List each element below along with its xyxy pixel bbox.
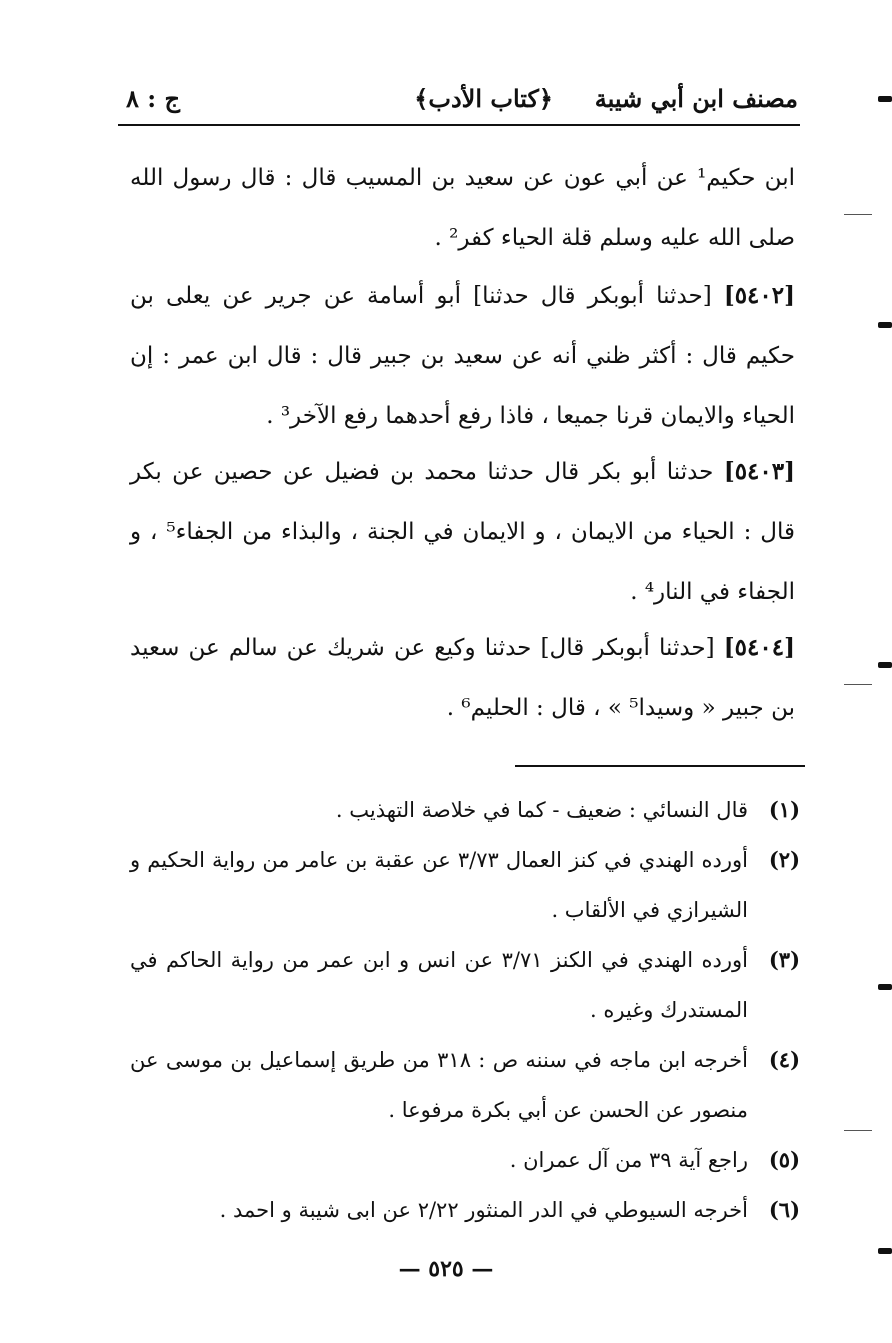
hadith-number: [٥٤٠٣] <box>723 458 796 485</box>
hadith-5402 <box>130 266 795 446</box>
footnote-4 <box>130 1035 800 1135</box>
footnote-3 <box>130 935 800 1035</box>
footnote-mark: (١) <box>768 797 800 822</box>
main-text <box>130 148 795 268</box>
hadith-5403 <box>130 442 795 622</box>
footnote-text: أخرجه ابن ماجه في سننه ص : ٣١٨ من طريق إسماعيل بن موسى عن منصور عن الحسن عن أبي بكرة مرفوعا . <box>130 1048 748 1122</box>
footnote-mark: (٢) <box>768 847 800 872</box>
footnote-text: راجع آية ٣٩ من آل عمران . <box>509 1148 748 1172</box>
scan-tick-mark <box>844 684 872 685</box>
footnote-mark: (٥) <box>768 1147 800 1172</box>
paragraph-2 <box>130 266 795 446</box>
paragraph-text: ابن حكيم¹ عن أبي عون عن سعيد بن المسيب قال : قال رسول الله صلى الله عليه وسلم قلة الحياء كفر² . <box>130 165 795 251</box>
footnote-6 <box>130 1185 800 1235</box>
hadith-5404 <box>130 618 795 738</box>
scan-edge-mark <box>878 1248 892 1254</box>
footnote-text: قال النسائي : ضعيف - كما في خلاصة التهذيب . <box>335 798 748 822</box>
scan-tick-mark <box>844 214 872 215</box>
scan-edge-mark <box>878 984 892 990</box>
paragraph-3 <box>130 442 795 622</box>
footnote-5 <box>130 1135 800 1185</box>
scan-edge-mark <box>878 662 892 668</box>
paragraph-4 <box>130 618 795 738</box>
footnote-text: أورده الهندي في كنز العمال ٣/٧٣ عن عقبة بن عامر من رواية الحكيم و الشيرازي في الألقاب . <box>130 848 748 922</box>
footnote-2 <box>130 835 800 935</box>
footnote-mark: (٣) <box>768 947 800 972</box>
footnote-divider <box>515 765 805 767</box>
running-header <box>118 80 798 124</box>
header-divider <box>118 124 800 126</box>
paragraph-1 <box>130 148 795 268</box>
scan-edge-mark <box>878 322 892 328</box>
footnote-text: أورده الهندي في الكنز ٣/٧١ عن انس و ابن عمر من رواية الحاكم في المستدرك وغيره . <box>130 948 748 1022</box>
book-title: مصنف ابن أبي شيبة <box>594 84 798 113</box>
footnote-1 <box>130 785 800 835</box>
hadith-number: [٥٤٠٤] <box>723 634 795 661</box>
paragraph-text: [حدثنا أبوبكر قال] حدثنا وكيع عن شريك عن سالم عن سعيد بن جبير « وسيدا⁵ » ، قال : الحليم⁶ . <box>130 635 795 721</box>
hadith-number: [٥٤٠٢] <box>723 282 796 309</box>
scan-tick-mark <box>844 1130 872 1131</box>
chapter-title: ﴿كتاب الأدب﴾ <box>414 84 553 113</box>
volume-number: ج : ٨ <box>126 84 180 113</box>
paragraph-text: [حدثنا أبوبكر قال حدثنا] أبو أسامة عن جرير عن يعلى بن حكيم قال : أكثر ظني أنه عن سعيد بن جبير قال : قال ابن عمر : إن الحياء والايمان قرنا جميعا ، فاذا رفع أحدهما رفع الآخر³ . <box>130 283 795 429</box>
footnote-mark: (٦) <box>768 1197 800 1222</box>
footnote-mark: (٤) <box>768 1047 800 1072</box>
footnote-text: أخرجه السيوطي في الدر المنثور ٢/٢٢ عن ابى شيبة و احمد . <box>219 1198 748 1222</box>
scan-edge-mark <box>878 96 892 102</box>
footnotes <box>130 785 800 1235</box>
paragraph-text: حدثنا أبو بكر قال حدثنا محمد بن فضيل عن حصين عن بكر قال : الحياء من الايمان ، و الايمان في الجنة ، والبذاء من الجفاء⁵ ، و الجفاء في النار⁴ . <box>130 459 795 605</box>
page-number: — ٥٢٥ — <box>398 1256 494 1282</box>
